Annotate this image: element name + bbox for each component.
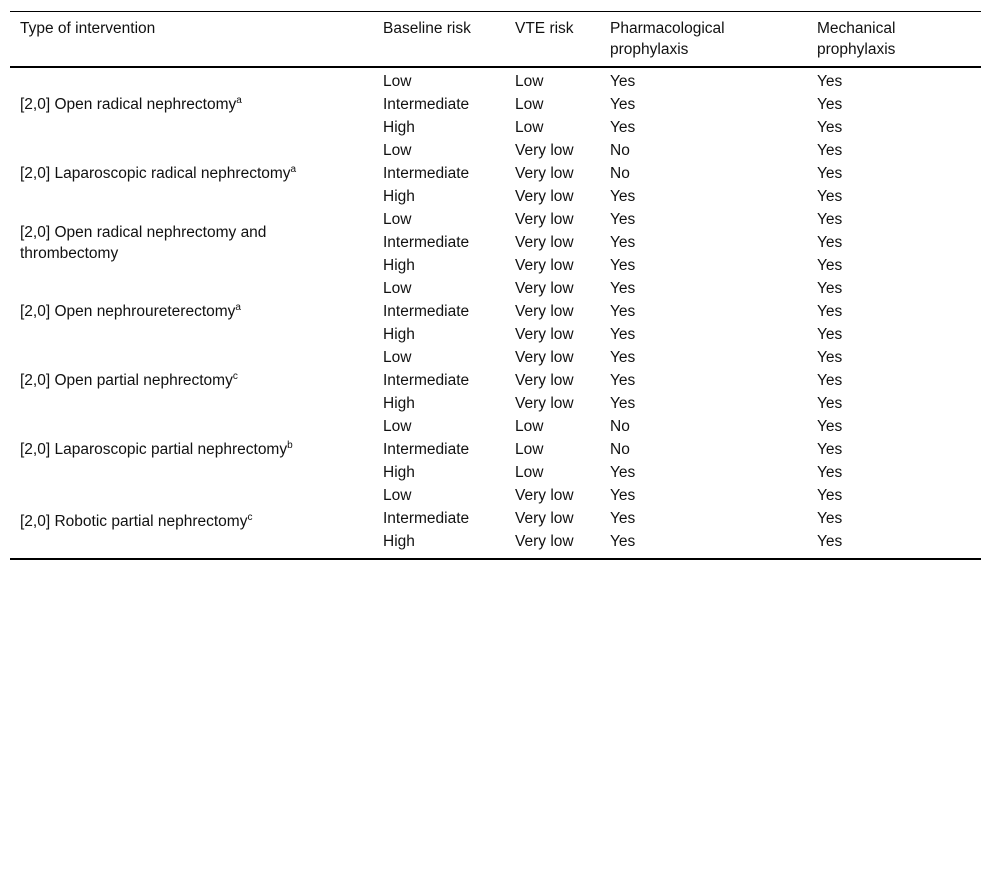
pharmacological-cell: Yes [610,533,636,550]
vte-risk-cell [505,483,600,506]
vte-risk-cell [505,414,600,437]
baseline-risk-cell: High [383,326,415,343]
vte-risk-value: Very low [515,395,574,412]
intervention-cell [10,483,373,559]
vte-risk-cell [505,92,600,115]
mechanical-cell: Yes [817,395,843,412]
intervention-name: [2,0] Open radical nephrectomy [20,96,237,113]
vte-risk-value: Very low [515,234,574,251]
baseline-risk-cell: Intermediate [383,303,470,320]
intervention-name: [2,0] Robotic partial nephrectomy [20,513,248,530]
vte-risk-cell [505,230,600,253]
vte-risk-value: Low [515,418,544,435]
table-row [10,276,981,299]
table-row [10,67,981,92]
pharmacological-cell: Yes [610,280,636,297]
footnote-marker: a [290,163,297,175]
vte-risk-cell [505,345,600,368]
vte-risk-cell [505,138,600,161]
vte-risk-value: Very low [515,142,574,159]
mechanical-cell: Yes [817,510,843,527]
baseline-risk-cell: Intermediate [383,372,470,389]
vte-risk-cell [505,322,600,345]
intervention-cell [10,414,373,483]
pharmacological-cell: Yes [610,234,636,251]
pharmacological-cell: Yes [610,303,636,320]
vte-risk-cell [505,437,600,460]
pharmacological-cell: Yes [610,372,636,389]
header-row [10,12,981,68]
vte-risk-value: Very low [515,326,574,343]
footnote-marker: b [287,439,293,451]
intervention-cell [10,345,373,414]
intervention-name: [2,0] Open nephroureterectomy [20,303,236,320]
vte-risk-cell [505,276,600,299]
baseline-risk-cell: Low [383,211,412,228]
baseline-risk-cell: High [383,119,415,136]
pharmacological-cell: Yes [610,257,636,274]
baseline-risk-cell: High [383,533,415,550]
vte-risk-value: Low [515,119,544,136]
header-mechanical: Mechanical prophylaxis [817,20,896,58]
footnote-marker: c [247,511,253,523]
vte-risk-value: Low [515,441,544,458]
pharmacological-cell: Yes [610,464,636,481]
vte-risk-cell [505,368,600,391]
mechanical-cell: Yes [817,487,843,504]
mechanical-cell: Yes [817,165,843,182]
baseline-risk-cell: High [383,188,415,205]
pharmacological-cell: No [610,441,630,458]
mechanical-cell: Yes [817,73,843,90]
table-container [10,11,981,560]
intervention-cell [10,207,373,276]
vte-risk-value: Very low [515,349,574,366]
baseline-risk-cell: High [383,464,415,481]
table-row [10,207,981,230]
intervention-cell [10,276,373,345]
mechanical-cell: Yes [817,211,843,228]
vte-risk-value: Very low [515,211,574,228]
baseline-risk-cell: Low [383,280,412,297]
vte-risk-value: Very low [515,257,574,274]
mechanical-cell: Yes [817,418,843,435]
baseline-risk-cell: High [383,395,415,412]
vte-risk-value: Low [515,96,544,113]
vte-risk-value: Very low [515,280,574,297]
pharmacological-cell: Yes [610,96,636,113]
intervention-name: [2,0] Open radical nephrectomy and thrombectomy [20,223,267,262]
mechanical-cell: Yes [817,188,843,205]
vte-risk-value: Very low [515,533,574,550]
mechanical-cell: Yes [817,280,843,297]
intervention-name: [2,0] Open partial nephrectomy [20,372,233,389]
table-row [10,414,981,437]
baseline-risk-cell: Intermediate [383,510,470,527]
mechanical-cell: Yes [817,142,843,159]
mechanical-cell: Yes [817,372,843,389]
vte-risk-value: Very low [515,487,574,504]
vte-risk-cell [505,299,600,322]
vte-risk-cell [505,161,600,184]
vte-prophylaxis-table [10,11,981,560]
vte-risk-value: Very low [515,303,574,320]
intervention-cell [10,138,373,207]
baseline-risk-cell: High [383,257,415,274]
table-row [10,138,981,161]
baseline-risk-cell: Intermediate [383,165,470,182]
intervention-name: [2,0] Laparoscopic partial nephrectomy [20,441,288,458]
baseline-risk-cell: Low [383,142,412,159]
table-row [10,483,981,506]
pharmacological-cell: Yes [610,395,636,412]
baseline-risk-cell: Intermediate [383,96,470,113]
vte-risk-cell [505,207,600,230]
vte-risk-cell [505,506,600,529]
pharmacological-cell: Yes [610,349,636,366]
mechanical-cell: Yes [817,326,843,343]
intervention-cell [10,67,373,138]
header-intervention: Type of intervention [20,20,156,37]
pharmacological-cell: Yes [610,510,636,527]
vte-risk-value: Low [515,464,544,481]
table-body [10,67,981,559]
baseline-risk-cell: Low [383,73,412,90]
vte-risk-cell [505,391,600,414]
intervention-name: [2,0] Laparoscopic radical nephrectomy [20,165,291,182]
vte-risk-cell [505,460,600,483]
pharmacological-cell: No [610,165,630,182]
baseline-risk-cell: Low [383,349,412,366]
vte-risk-value: Very low [515,510,574,527]
mechanical-cell: Yes [817,119,843,136]
vte-risk-cell [505,67,600,92]
header-vte-risk: VTE risk [515,20,574,37]
vte-risk-value: Very low [515,165,574,182]
baseline-risk-cell: Intermediate [383,234,470,251]
mechanical-cell: Yes [817,441,843,458]
baseline-risk-cell: Low [383,487,412,504]
header-baseline-risk: Baseline risk [383,20,471,37]
table-row [10,345,981,368]
pharmacological-cell: Yes [610,188,636,205]
pharmacological-cell: No [610,418,630,435]
pharmacological-cell: Yes [610,487,636,504]
footnote-marker: c [232,370,238,382]
baseline-risk-cell: Low [383,418,412,435]
footnote-marker: a [236,94,242,106]
mechanical-cell: Yes [817,303,843,320]
mechanical-cell: Yes [817,349,843,366]
pharmacological-cell: Yes [610,326,636,343]
mechanical-cell: Yes [817,464,843,481]
pharmacological-cell: Yes [610,119,636,136]
vte-risk-value: Very low [515,188,574,205]
footnote-marker: a [235,301,241,313]
mechanical-cell: Yes [817,533,843,550]
mechanical-cell: Yes [817,96,843,113]
pharmacological-cell: Yes [610,73,636,90]
pharmacological-cell: Yes [610,211,636,228]
vte-risk-cell [505,529,600,559]
mechanical-cell: Yes [817,234,843,251]
baseline-risk-cell: Intermediate [383,441,470,458]
vte-risk-cell [505,115,600,138]
vte-risk-value: Very low [515,372,574,389]
vte-risk-cell [505,253,600,276]
vte-risk-value: Low [515,73,544,90]
pharmacological-cell: No [610,142,630,159]
mechanical-cell: Yes [817,257,843,274]
header-pharmacological: Pharmacological prophylaxis [610,20,725,58]
vte-risk-cell [505,184,600,207]
